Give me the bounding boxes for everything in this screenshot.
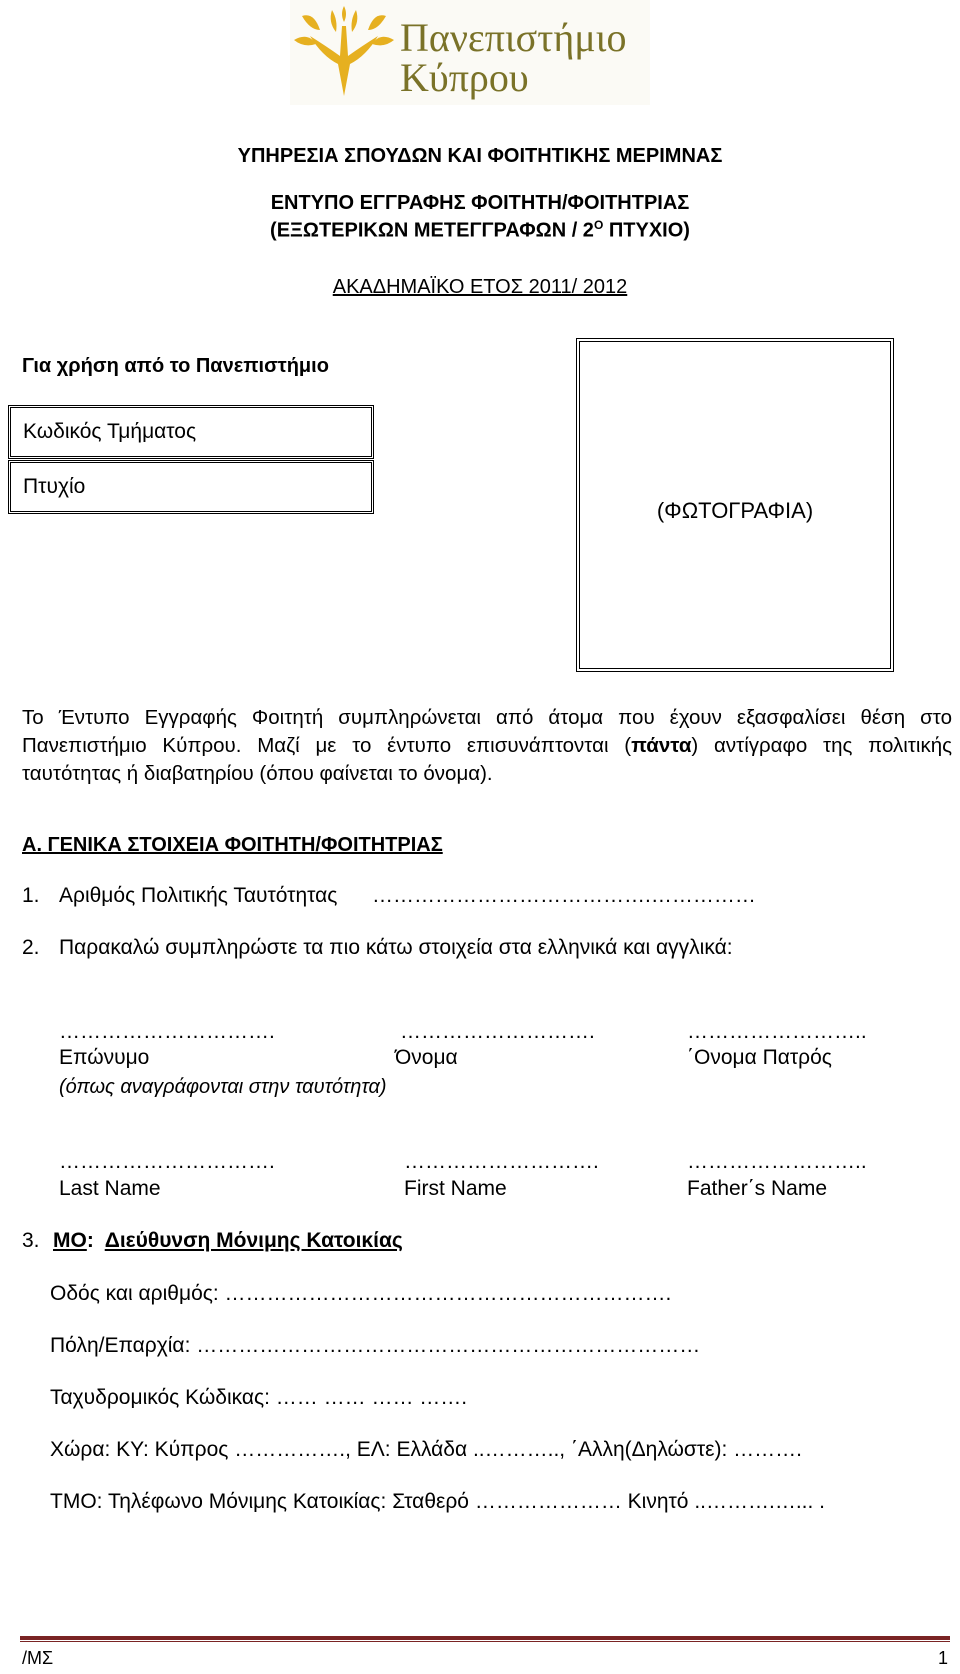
fathername-gr-field[interactable]: ……………………..	[687, 1020, 867, 1043]
tree-logo-icon	[292, 6, 396, 98]
department-code-field[interactable]	[8, 405, 374, 459]
form-subtitle-pre: (ΕΞΩΤΕΡΙΚΩΝ ΜΕΤΕΓΓΡΑΦΩΝ / 2	[270, 219, 594, 242]
q2-number: 2.	[22, 936, 40, 959]
academic-year: ΑΚΑΔΗΜΑΪΚΟ ΕΤΟΣ 2011/ 2012	[332, 276, 628, 298]
firstname-gr-label: Όνομα	[395, 1046, 458, 1069]
footer-initials: /ΜΣ	[22, 1648, 54, 1668]
country-field[interactable]: Χώρα: ΚΥ: Κύπρος ……………., ΕΛ: Ελλάδα ..……….., ΄Αλλη(Δηλώστε): ……….	[50, 1438, 803, 1461]
footer-rule-thin	[20, 1641, 950, 1642]
service-title: ΥΠΗΡΕΣΙΑ ΣΠΟΥΔΩΝ ΚΑΙ ΦΟΙΤΗΤΙΚΗΣ ΜΕΡΙΜΝΑΣ	[237, 145, 723, 167]
firstname-gr-field[interactable]: ……………………….	[400, 1020, 595, 1043]
intro-part1: Το Έντυπο Εγγραφής Φοιτητή συμπληρώνεται από άτομα που έχουν εξασφαλίσει θέση στο Πανεπιστήμιο Κύπρου. Μαζί με το έντυπο επισυνάπτονται (	[22, 706, 952, 757]
intro-part2: ) αντίγραφο της πολιτικής ταυτότητας ή διαβατηρίου (όπου φαίνεται το όνομα).	[22, 734, 952, 785]
q1-label: Αριθμός Πολιτικής Ταυτότητας	[59, 884, 338, 907]
footer-rule	[20, 1636, 950, 1640]
form-subtitle	[0, 218, 960, 243]
page-number: 1	[938, 1648, 949, 1668]
q3-heading	[53, 1229, 403, 1253]
university-logo	[290, 0, 650, 105]
degree-label: Πτυχίο	[23, 475, 86, 498]
phone-field[interactable]: ΤΜΟ: Τηλέφωνο Μόνιμης Κατοικίας: Σταθερό ………………… Κινητό ..……….…... .	[50, 1490, 825, 1513]
form-subtitle-sup: Ο	[593, 218, 604, 232]
fathername-en-label: Father΄s Name	[687, 1177, 828, 1200]
section-a-title: Α. ΓΕΝΙΚΑ ΣΤΟΙΧΕΙΑ ΦΟΙΤΗΤΗ/ΦΟΙΤΗΤΡΙΑΣ	[22, 834, 443, 856]
q3-colon: :	[86, 1229, 94, 1252]
q3-title: Διεύθυνση Μόνιμης Κατοικίας	[104, 1229, 403, 1252]
degree-field[interactable]	[8, 460, 374, 514]
lastname-en-label: Last Name	[59, 1177, 161, 1200]
postal-code-field[interactable]: Ταχυδρομικός Κώδικας: …… …… …… …….	[50, 1386, 468, 1409]
fathername-gr-label: ΄Ονομα Πατρός	[687, 1046, 832, 1069]
city-field[interactable]: Πόλη/Επαρχία: ………………………………………………………………	[50, 1334, 701, 1357]
id-note: (όπως αναγράφονται στην ταυτότητα)	[59, 1076, 387, 1098]
department-code-label: Κωδικός Τμήματος	[23, 420, 197, 443]
photo-box[interactable]	[576, 338, 894, 672]
logo-text-line1: Πανεπιστήμιο	[400, 15, 627, 60]
fathername-en-field[interactable]: ……………………..	[687, 1150, 867, 1173]
q3-mo: ΜΟ	[53, 1229, 87, 1252]
surname-gr-field[interactable]: ………………………….	[59, 1020, 275, 1043]
lastname-en-field[interactable]: ………………………….	[59, 1150, 275, 1173]
firstname-en-label: First Name	[404, 1177, 507, 1200]
q2-label: Παρακαλώ συμπληρώστε τα πιο κάτω στοιχεία στα ελληνικά και αγγλικά:	[59, 936, 733, 959]
photo-label: (ΦΩΤΟΓΡΑΦΙΑ)	[656, 498, 814, 523]
logo-text-line2: Κύπρου	[400, 55, 529, 100]
q1-number: 1.	[22, 884, 40, 907]
q3-number: 3.	[22, 1229, 40, 1252]
form-subtitle-post: ΠΤΥΧΙΟ)	[603, 219, 690, 242]
firstname-en-field[interactable]: ……………………….	[404, 1150, 599, 1173]
surname-gr-label: Επώνυμο	[59, 1046, 150, 1069]
street-field[interactable]: Οδός και αριθμός: ……………………………………………………….	[50, 1282, 672, 1305]
intro-bold: πάντα	[631, 734, 692, 757]
form-title: ΕΝΤΥΠΟ ΕΓΓΡΑΦΗΣ ΦΟΙΤΗΤΗ/ΦΟΙΤΗΤΡΙΑΣ	[270, 192, 690, 214]
intro-paragraph	[22, 704, 952, 788]
university-use-title: Για χρήση από το Πανεπιστήμιο	[22, 355, 329, 377]
id-number-field[interactable]: ………………………………….……………	[372, 884, 756, 907]
